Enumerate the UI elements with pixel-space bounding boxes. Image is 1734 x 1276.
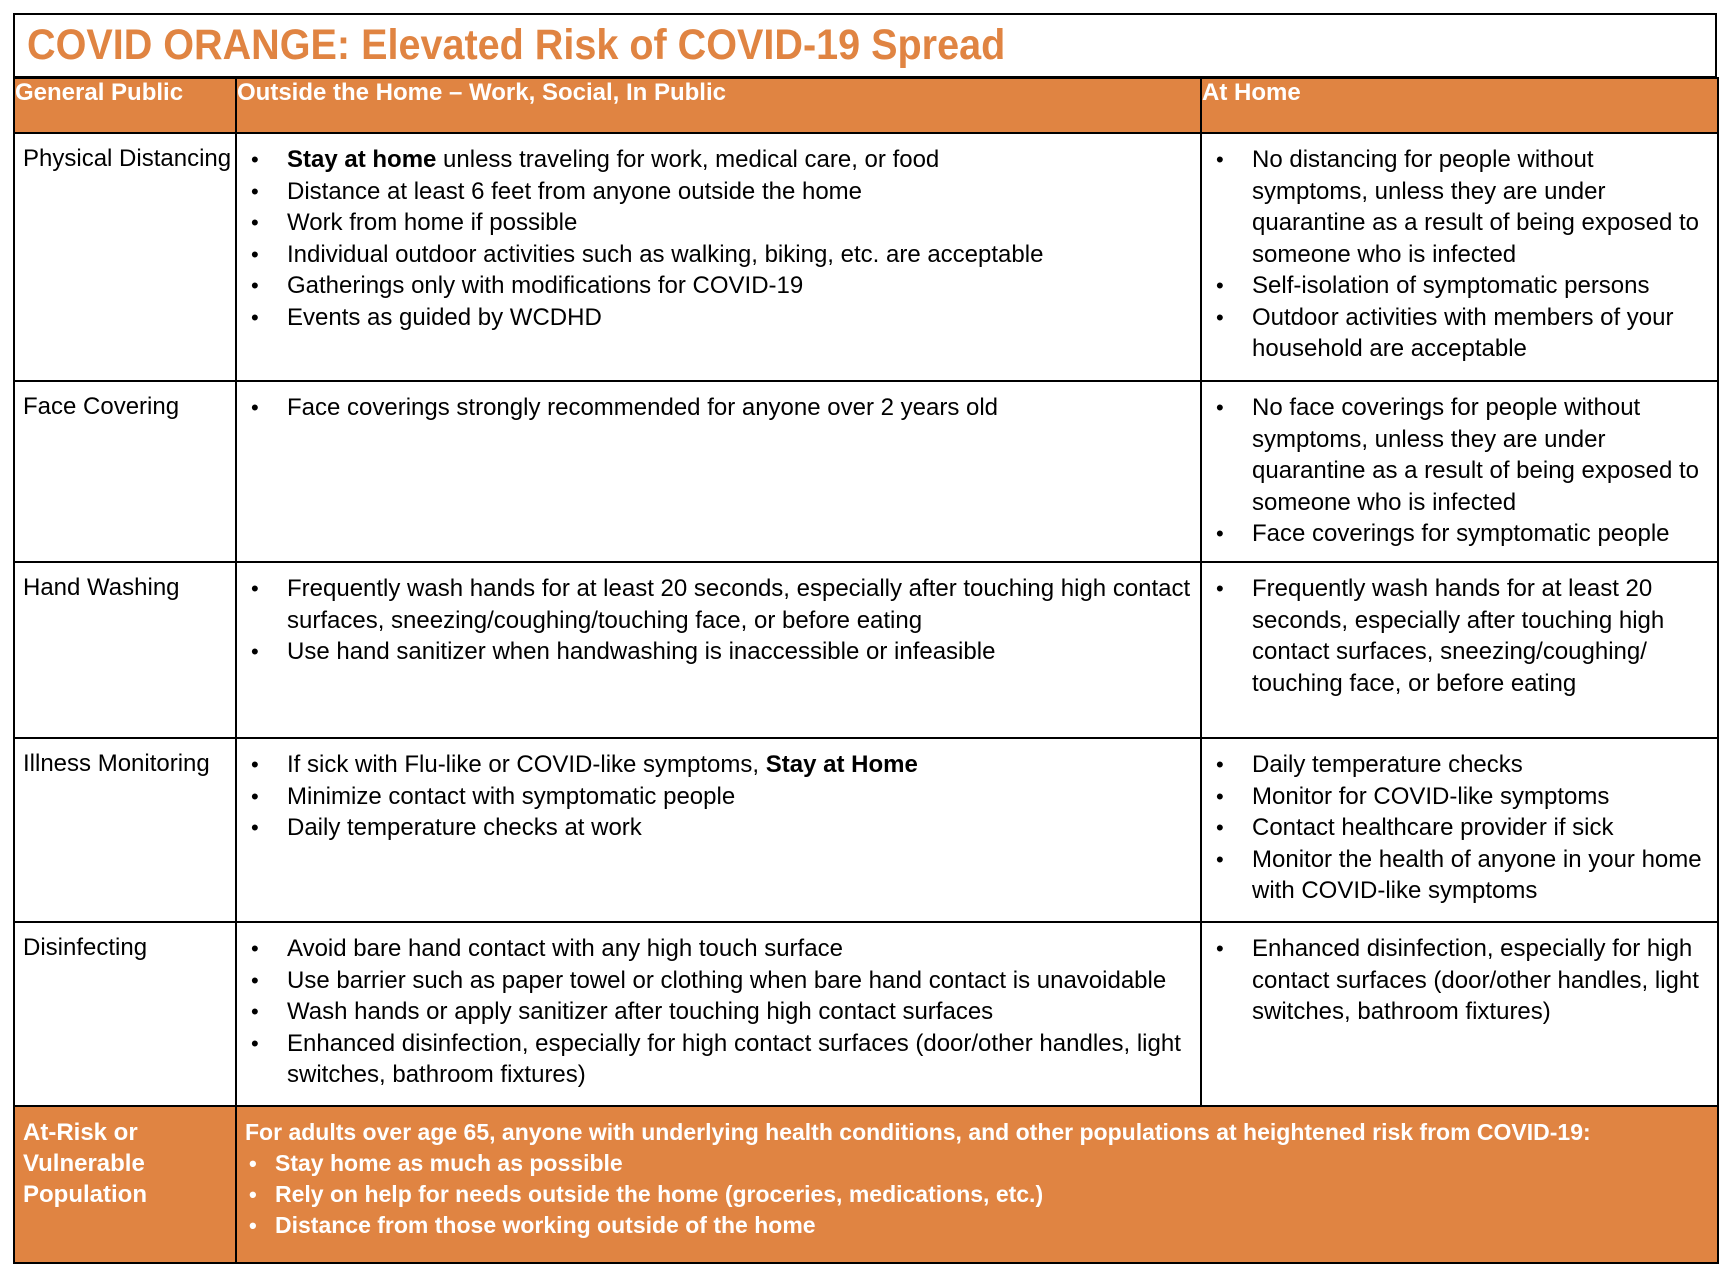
list-item: • Monitor the health of anyone in your home with COVID-like symptoms [1214, 844, 1709, 907]
vulnerable-cell [236, 1106, 1718, 1263]
document [13, 13, 1717, 1263]
list-item: • Daily temperature checks at work [249, 812, 1192, 844]
outside-cell [236, 381, 1201, 562]
list-item: • Enhanced disinfection, especially for high contact surfaces (door/other handles, light switches, bathroom fixtures) [249, 1028, 1192, 1091]
list-item: • Distance from those working outside of the home [245, 1210, 1709, 1241]
list-item: • Wash hands or apply sanitizer after touching high contact surfaces [249, 996, 1192, 1028]
list-item: • Contact healthcare provider if sick [1214, 812, 1709, 844]
outside-cell [236, 133, 1201, 381]
list-item: • Gatherings only with modifications for COVID-19 [249, 270, 1192, 302]
list-item: • Face coverings for symptomatic people [1214, 518, 1709, 550]
list-item: • Use barrier such as paper towel or clothing when bare hand contact is unavoidable [249, 965, 1192, 997]
title-box [13, 13, 1717, 78]
list-item: • Self-isolation of symptomatic persons [1214, 270, 1709, 302]
list-item: • Daily temperature checks [1214, 749, 1709, 781]
list-item: • Rely on help for needs outside the home (groceries, medications, etc.) [245, 1179, 1709, 1210]
row-label: Disinfecting [14, 922, 236, 1106]
outside-cell [236, 738, 1201, 922]
row-label: Illness Monitoring [14, 738, 236, 922]
item-text: If sick with Flu-like or COVID-like symptoms, [287, 751, 766, 778]
bullet-list [237, 134, 1200, 333]
row-label: Face Covering [14, 381, 236, 562]
table-row [14, 133, 1718, 381]
item-text: unless traveling for work, medical care, or food [436, 146, 940, 173]
row-label: Physical Distancing [14, 133, 236, 381]
list-item: • Face coverings strongly recommended for anyone over 2 years old [249, 392, 1192, 424]
column-header-at-home: At Home [1201, 78, 1718, 133]
row-label: Hand Washing [14, 562, 236, 738]
vulnerable-label: At-Risk or Vulnerable Population [14, 1106, 236, 1263]
table-row [14, 922, 1718, 1106]
bullet-list [1202, 563, 1717, 699]
list-item: • Distance at least 6 feet from anyone outside the home [249, 176, 1192, 208]
table-row [14, 562, 1718, 738]
guidance-table [13, 77, 1719, 1264]
list-item: • Individual outdoor activities such as walking, biking, etc. are acceptable [249, 239, 1192, 271]
outside-cell [236, 562, 1201, 738]
page-title: COVID ORANGE: Elevated Risk of COVID-19 Spread [27, 21, 1006, 69]
home-cell [1201, 922, 1718, 1106]
vulnerable-row [14, 1106, 1718, 1263]
bullet-list [237, 1148, 1717, 1241]
bullet-list [237, 563, 1200, 668]
list-item: • No face coverings for people without symptoms, unless they are under quarantine as a result of being exposed to someone who is infected [1214, 392, 1709, 518]
bold-text: Stay at Home [765, 751, 918, 778]
list-item [249, 144, 1192, 176]
list-item: • Outdoor activities with members of your household are acceptable [1214, 302, 1709, 365]
home-cell [1201, 381, 1718, 562]
list-item: • Events as guided by WCDHD [249, 302, 1192, 334]
bullet-list [1202, 739, 1717, 907]
list-item: • Work from home if possible [249, 207, 1192, 239]
list-item: • Avoid bare hand contact with any high touch surface [249, 933, 1192, 965]
bullet-list [1202, 134, 1717, 365]
list-item: • Stay home as much as possible [245, 1148, 1709, 1179]
list-item: • Monitor for COVID-like symptoms [1214, 781, 1709, 813]
list-item: • Minimize contact with symptomatic people [249, 781, 1192, 813]
outside-cell [236, 922, 1201, 1106]
home-cell [1201, 562, 1718, 738]
bold-text: Stay at home [287, 146, 437, 173]
list-item: • Frequently wash hands for at least 20 seconds, especially after touching high contact surfaces, sneezing/coughing/touching face, or before eating [249, 573, 1192, 636]
bullet-list [237, 382, 1200, 424]
list-item: • Enhanced disinfection, especially for high contact surfaces (door/other handles, light switches, bathroom fixtures) [1214, 933, 1709, 1028]
bullet-list [237, 923, 1200, 1091]
table-row [14, 738, 1718, 922]
column-header-outside-home: Outside the Home – Work, Social, In Public [236, 78, 1201, 133]
list-item: • Use hand sanitizer when handwashing is inaccessible or infeasible [249, 636, 1192, 668]
bullet-list [237, 739, 1200, 844]
home-cell [1201, 738, 1718, 922]
list-item: • Frequently wash hands for at least 20 seconds, especially after touching high contact surfaces, sneezing/coughing/ touching face, or before eating [1214, 573, 1709, 699]
list-item [249, 749, 1192, 781]
list-item: • No distancing for people without symptoms, unless they are under quarantine as a result of being exposed to someone who is infected [1214, 144, 1709, 270]
table-row [14, 381, 1718, 562]
bullet-list [1202, 923, 1717, 1028]
header-row [14, 78, 1718, 133]
vulnerable-intro: For adults over age 65, anyone with underlying health conditions, and other populations at heightened risk from COVID-19: [245, 1119, 1591, 1145]
home-cell [1201, 133, 1718, 381]
bullet-list [1202, 382, 1717, 550]
column-header-general-public: General Public [14, 78, 236, 133]
